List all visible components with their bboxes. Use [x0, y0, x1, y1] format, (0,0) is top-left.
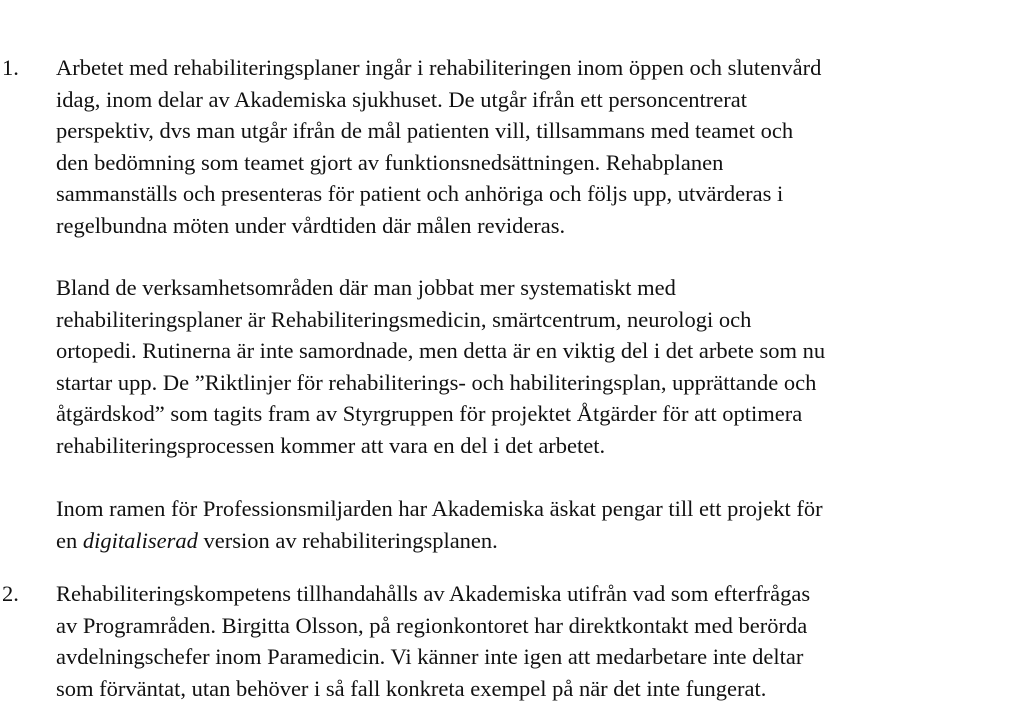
- text-line: sammanställs och presenteras för patient och anhöriga och följs upp, utvärderas i: [56, 181, 784, 206]
- text-line: Inom ramen för Professionsmiljarden har Akademiska äskat pengar till ett projekt för: [56, 496, 823, 521]
- paragraph-rehab-competence: [56, 578, 1023, 704]
- paragraph-business-areas: [56, 272, 1023, 461]
- text-line: Bland de verksamhetsområden där man jobbat mer systematiskt med: [56, 275, 676, 300]
- text-segment: version av rehabiliteringsplanen.: [197, 527, 498, 553]
- text-line: idag, inom delar av Akademiska sjukhuset. De utgår ifrån ett personcentrerat: [56, 86, 748, 112]
- text-line: rehabiliteringsprocessen kommer att vara en del i det arbetet.: [56, 432, 606, 458]
- text-line: rehabiliteringsplaner är Rehabiliteringsmedicin, smärtcentrum, neurologi och: [56, 306, 752, 332]
- list-number: 1.: [2, 55, 19, 80]
- paragraph-rehab-plans: [56, 52, 1023, 241]
- emphasized-text: digitaliserad: [82, 527, 198, 553]
- text-segment: en: [56, 527, 83, 553]
- text-line: [56, 525, 1023, 557]
- text-line: åtgärdskod” som tagits fram av Styrgruppen för projektet Åtgärder för att optimera: [56, 401, 803, 426]
- list-number: 2.: [2, 581, 19, 606]
- text-line: Rehabiliteringskompetens tillhandahålls av Akademiska utifrån vad som efterfrågas: [56, 581, 811, 606]
- text-line: regelbundna möten under vårdtiden där målen revideras.: [56, 212, 566, 238]
- text-line: av Programråden. Birgitta Olsson, på regionkontoret har direktkontakt med berörda: [56, 612, 808, 638]
- text-line: avdelningschefer inom Paramedicin. Vi känner inte igen att medarbetare inte deltar: [56, 644, 804, 669]
- text-line: som förväntat, utan behöver i så fall konkreta exempel på när det inte fungerat.: [56, 675, 767, 701]
- text-line: den bedömning som teamet gjort av funktionsnedsättningen. Rehabplanen: [56, 149, 724, 175]
- text-line: ortopedi. Rutinerna är inte samordnade, men detta är en viktig del i det arbete som nu: [56, 338, 826, 363]
- text-line: perspektiv, dvs man utgår ifrån de mål patienten vill, tillsammans med teamet och: [56, 118, 794, 143]
- text-line: Arbetet med rehabiliteringsplaner ingår i rehabiliteringen inom öppen och slutenvård: [56, 55, 822, 80]
- text-line: startar upp. De ”Riktlinjer för rehabiliterings- och habiliteringsplan, upprättande och: [56, 369, 817, 395]
- paragraph-professionsmiljarden: [56, 493, 1023, 556]
